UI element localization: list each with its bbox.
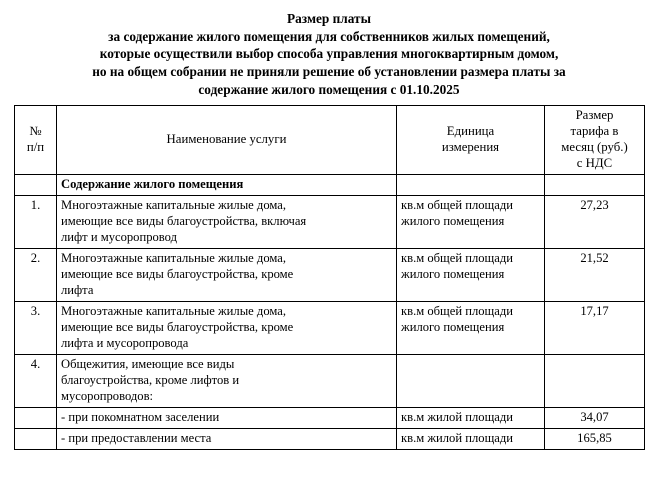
- row-rate: [545, 355, 645, 408]
- page-title: [14, 10, 644, 98]
- row-unit: [397, 196, 545, 249]
- row-number: 4.: [15, 355, 57, 408]
- row-service-name-line: лифта: [61, 283, 94, 298]
- row-number: 2.: [15, 249, 57, 302]
- row-unit-line: кв.м общей площади: [401, 304, 513, 319]
- row-unit-line: жилого помещения: [401, 267, 505, 282]
- row-service-name: [57, 249, 397, 302]
- row-unit-line: жилого помещения: [401, 214, 505, 229]
- column-header-rate: [545, 106, 645, 175]
- title-line-1: Размер платы: [287, 11, 371, 26]
- column-header-unit-line2: измерения: [441, 140, 500, 155]
- column-header-number: [15, 106, 57, 175]
- row-service-name-line: Многоэтажные капитальные жилые дома,: [61, 198, 286, 213]
- row-service-name-line: благоустройства, кроме лифтов и: [61, 373, 240, 388]
- rates-table: [14, 105, 645, 450]
- row-rate: 34,07: [545, 408, 645, 429]
- table-row: [15, 249, 645, 302]
- table-body: [15, 175, 645, 450]
- table-header-row: [15, 106, 645, 175]
- row-service-name-line: - при предоставлении места: [61, 431, 212, 446]
- row-service-name-line: имеющие все виды благоустройства, включая: [61, 214, 307, 229]
- table-row: [15, 408, 645, 429]
- row-rate: 17,17: [545, 302, 645, 355]
- column-header-number-line2: п/п: [26, 140, 45, 155]
- table-row: [15, 429, 645, 450]
- section-row-unit: [397, 175, 545, 196]
- section-row-rate: [545, 175, 645, 196]
- title-line-4: но на общем собрании не приняли решение об установлении размера платы за: [92, 64, 566, 80]
- row-service-name-line: лифта и мусоропровода: [61, 336, 189, 351]
- column-header-unit: [397, 106, 545, 175]
- section-row-name: Содержание жилого помещения: [57, 175, 397, 196]
- column-header-rate-line1: Размер: [575, 108, 614, 123]
- section-row-number: [15, 175, 57, 196]
- row-unit: [397, 429, 545, 450]
- row-unit: [397, 408, 545, 429]
- row-rate: 21,52: [545, 249, 645, 302]
- title-line-3: которые осуществили выбор способа управления многоквартирным домом,: [99, 46, 559, 62]
- row-unit: [397, 355, 545, 408]
- row-number: [15, 429, 57, 450]
- table-row: [15, 355, 645, 408]
- column-header-rate-line3: месяц (руб.): [561, 140, 628, 155]
- row-unit: [397, 249, 545, 302]
- title-line-5: содержание жилого помещения с 01.10.2025: [198, 81, 460, 97]
- row-service-name-line: Общежития, имеющие все виды: [61, 357, 235, 372]
- table-header: [15, 106, 645, 175]
- table-row: [15, 302, 645, 355]
- row-number: [15, 408, 57, 429]
- table-row: [15, 196, 645, 249]
- column-header-rate-line4: с НДС: [576, 156, 613, 171]
- row-service-name: [57, 429, 397, 450]
- title-line-2: за содержание жилого помещения для собственников жилых помещений,: [108, 28, 550, 44]
- row-unit-line: кв.м жилой площади: [401, 431, 513, 446]
- row-service-name-line: лифт и мусоропровод: [61, 230, 178, 245]
- row-number: 3.: [15, 302, 57, 355]
- row-service-name: [57, 408, 397, 429]
- row-rate: 165,85: [545, 429, 645, 450]
- row-service-name-line: мусоропроводов:: [61, 389, 154, 404]
- row-service-name-line: имеющие все виды благоустройства, кроме: [61, 267, 294, 282]
- row-number: 1.: [15, 196, 57, 249]
- column-header-unit-line1: Единица: [446, 124, 495, 139]
- row-unit-line: кв.м общей площади: [401, 251, 513, 266]
- row-service-name-line: Многоэтажные капитальные жилые дома,: [61, 304, 286, 319]
- row-service-name-line: Многоэтажные капитальные жилые дома,: [61, 251, 286, 266]
- row-service-name: [57, 196, 397, 249]
- row-service-name: [57, 302, 397, 355]
- row-service-name-line: имеющие все виды благоустройства, кроме: [61, 320, 294, 335]
- row-unit-line: кв.м общей площади: [401, 198, 513, 213]
- table-row-section: [15, 175, 645, 196]
- row-unit-line: жилого помещения: [401, 320, 505, 335]
- row-unit: [397, 302, 545, 355]
- row-unit-line: кв.м жилой площади: [401, 410, 513, 425]
- column-header-service-name: Наименование услуги: [57, 106, 397, 175]
- column-header-rate-line2: тарифа в: [570, 124, 619, 139]
- row-rate: 27,23: [545, 196, 645, 249]
- column-header-number-line1: №: [29, 124, 42, 139]
- row-service-name-line: - при покомнатном заселении: [61, 410, 220, 425]
- row-service-name: [57, 355, 397, 408]
